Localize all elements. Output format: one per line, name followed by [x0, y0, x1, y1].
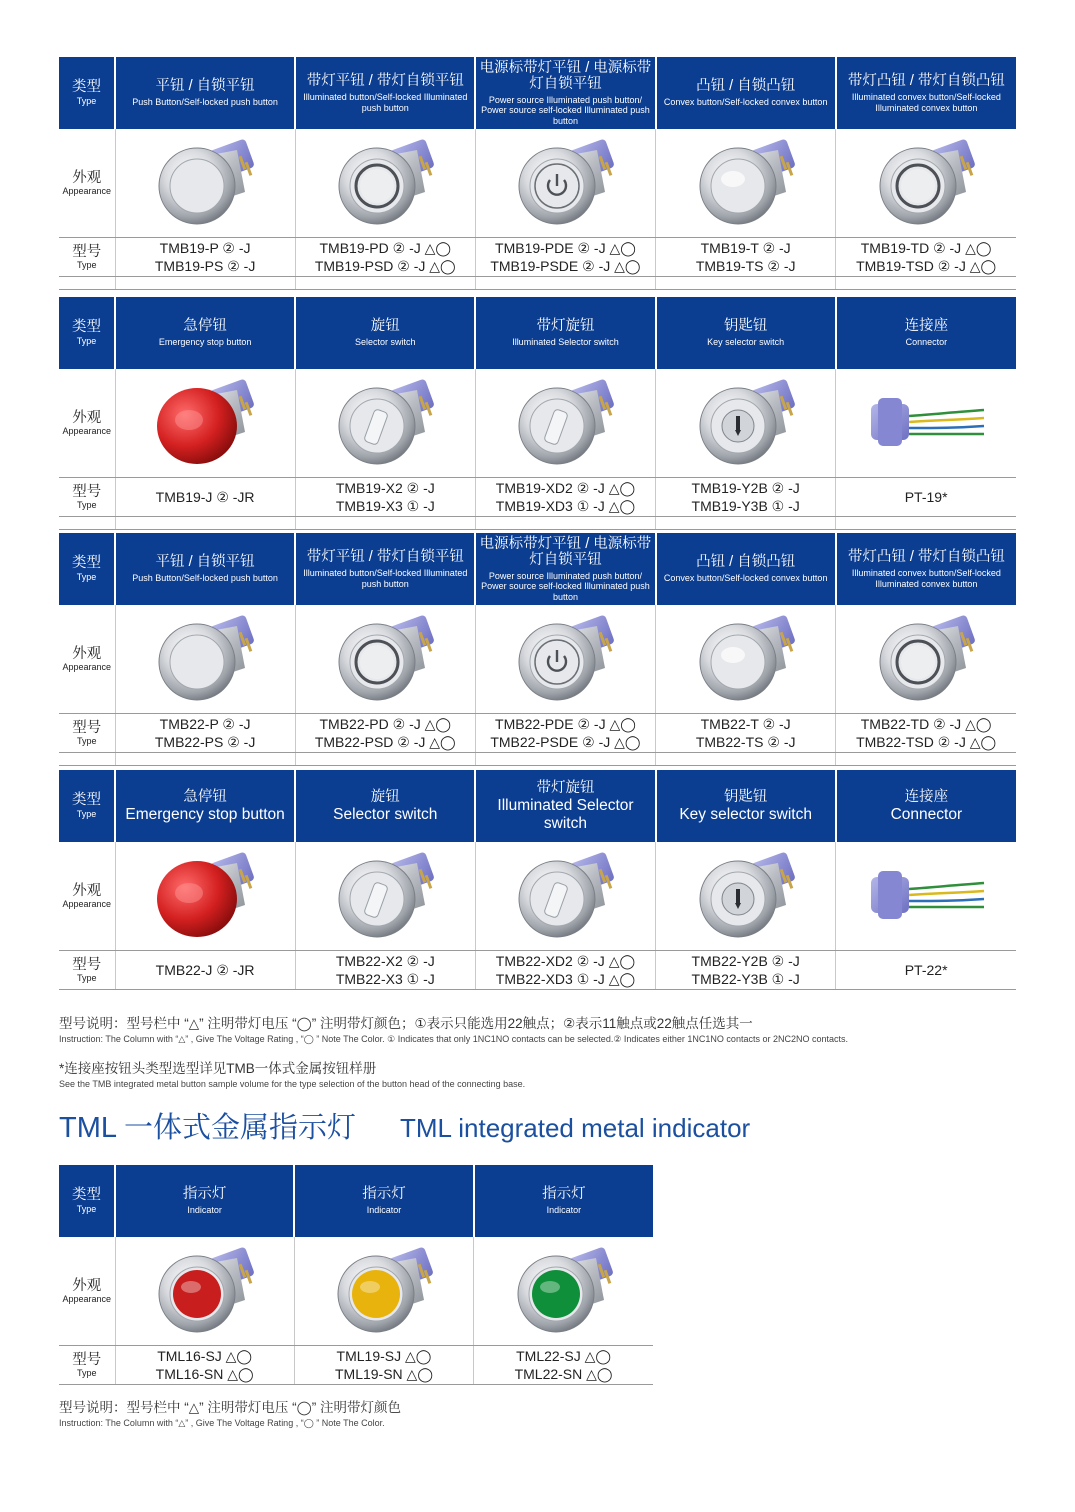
product-table-tmb19-push	[59, 57, 1016, 290]
model-cell	[115, 714, 295, 753]
appearance-label-zh: 外观	[72, 645, 102, 662]
model-number: TML22-SJ △◯	[516, 1348, 612, 1364]
model-row	[59, 1346, 653, 1385]
type-label-en: Type	[76, 809, 97, 819]
column-header-zh: 带灯平钮 / 带灯自锁平钮	[306, 549, 464, 565]
model-cell	[115, 951, 295, 990]
model-number: TMB19-PD ② -J △◯	[319, 240, 452, 256]
column-header-zh: 旋钮	[370, 318, 400, 335]
model-cell	[836, 238, 1016, 277]
column-header-en: Illuminated Selector switch	[497, 796, 634, 832]
column-header	[474, 1165, 653, 1237]
column-header-en: Power source Illuminated push button/ Power source self-locked Illuminated push button	[481, 570, 650, 602]
appearance-label-en: Appearance	[62, 661, 112, 672]
key-switch-image	[656, 369, 836, 478]
type-label	[59, 770, 115, 842]
spacer-row	[59, 753, 1016, 766]
column-header-en: Connector	[890, 805, 963, 823]
type-label-zh: 类型	[72, 79, 101, 95]
model-cell	[836, 478, 1016, 517]
model-number: TMB22-P ② -J	[159, 716, 251, 732]
appearance-row	[59, 605, 1016, 714]
model-number: TMB19-TS ② -J	[695, 258, 796, 274]
column-header	[115, 770, 295, 842]
column-header-zh: 电源标带灯平钮 / 电源标带灯自锁平钮	[479, 59, 652, 92]
model-number: TMB19-XD3 ① -J △◯	[495, 498, 636, 514]
model-label-en: Type	[76, 259, 97, 270]
appearance-row	[59, 842, 1016, 951]
model-number: TMB19-PSD ② -J △◯	[314, 258, 456, 274]
column-header-en: Illuminated convex button/Self-locked Illuminated convex button	[851, 568, 1001, 589]
model-number: TML19-SJ △◯	[336, 1348, 432, 1364]
model-cell	[656, 478, 836, 517]
model-label-zh: 型号	[72, 1351, 102, 1368]
model-number: TML16-SJ △◯	[157, 1348, 253, 1364]
model-cell	[295, 238, 475, 277]
model-label-en: Type	[76, 499, 97, 510]
section1-model-label	[59, 238, 115, 277]
model-cell	[656, 951, 836, 990]
column-header-en: Indicator	[546, 1205, 582, 1216]
column-header-en: Selector switch	[333, 805, 438, 823]
column-header-en: Emergency stop button	[125, 805, 285, 823]
type-label-en: Type	[76, 96, 97, 106]
type-label-zh: 类型	[72, 792, 101, 808]
column-header-en: Illuminated button/Self-locked Illuminated push button	[303, 92, 468, 113]
section3-model-label	[59, 714, 115, 753]
model-cell	[474, 1346, 653, 1385]
model-cell	[475, 238, 655, 277]
column-header-en: Push Button/Self-locked push button	[132, 97, 278, 108]
product-table-tmb22-special	[59, 770, 1016, 990]
column-header	[836, 297, 1016, 369]
column-header-zh: 旋钮	[370, 788, 400, 805]
column-header-en: Connector	[905, 337, 948, 348]
model-number: TMB22-TSD ② -J △◯	[856, 734, 997, 750]
convex-button-image	[656, 605, 836, 714]
tml-title-en: TML integrated metal indicator	[399, 1113, 751, 1143]
type-label	[59, 297, 115, 369]
section4-model-label	[59, 951, 115, 990]
model-number: TMB19-P ② -J	[159, 240, 251, 256]
product-table-tml-indicator	[59, 1165, 653, 1385]
spacer-row	[59, 517, 1016, 530]
column-header-zh: 钥匙钮	[723, 318, 768, 335]
model-number: TMB19-PDE ② -J △◯	[495, 240, 636, 256]
model-number: TMB22-XD3 ① -J △◯	[495, 971, 636, 987]
model-number: TMB19-PSDE ② -J △◯	[490, 258, 641, 274]
model-note-2-zh: 型号说明：型号栏中 “△” 注明带灯电压 “◯” 注明带灯颜色	[59, 1400, 401, 1415]
appearance-row	[59, 1237, 653, 1346]
model-number: TMB22-TS ② -J	[695, 734, 796, 750]
emergency-button-image	[115, 842, 295, 951]
tml-appearance-label	[59, 1237, 115, 1346]
model-number: TMB19-Y3B ① -J	[691, 498, 800, 514]
column-header-zh: 带灯旋钮	[536, 779, 595, 796]
model-number: TMB22-PSD ② -J △◯	[314, 734, 456, 750]
spacer-row	[59, 277, 1016, 290]
model-number: PT-19*	[904, 489, 948, 505]
indicator-lamp-image	[474, 1237, 653, 1346]
model-number: TMB22-PDE ② -J △◯	[495, 716, 636, 732]
ring-button-image	[295, 605, 475, 714]
column-header-zh: 凸钮 / 自锁凸钮	[696, 554, 796, 571]
model-cell	[115, 478, 295, 517]
selector-switch-image	[295, 369, 475, 478]
model-row	[59, 478, 1016, 517]
column-header	[295, 533, 475, 605]
model-number: TML22-SN △◯	[514, 1366, 613, 1382]
model-row	[59, 238, 1016, 277]
column-header	[656, 297, 836, 369]
column-header-zh: 急停钮	[183, 318, 227, 335]
model-number: TMB22-Y2B ② -J	[691, 953, 800, 969]
column-header	[115, 533, 295, 605]
model-number: TMB19-X3 ① -J	[335, 498, 435, 514]
tml-title-zh: TML 一体式金属指示灯	[59, 1112, 356, 1144]
convex-button-image	[656, 129, 836, 238]
column-header	[836, 533, 1016, 605]
appearance-row	[59, 369, 1016, 478]
appearance-label-en: Appearance	[62, 425, 112, 436]
model-number: TMB19-TSD ② -J △◯	[856, 258, 997, 274]
type-label	[59, 57, 115, 129]
type-label	[59, 533, 115, 605]
model-label-zh: 型号	[72, 719, 102, 736]
column-header	[656, 770, 836, 842]
model-number: TMB19-XD2 ② -J △◯	[495, 480, 636, 496]
model-number: TMB19-T ② -J	[700, 240, 791, 256]
column-header-zh: 连接座	[904, 318, 949, 335]
type-label-en: Type	[76, 336, 97, 346]
column-header-zh: 带灯旋钮	[536, 318, 595, 335]
selector-switch-image	[475, 842, 655, 951]
appearance-label-zh: 外观	[72, 169, 102, 186]
model-cell	[475, 478, 655, 517]
column-header-zh: 带灯平钮 / 带灯自锁平钮	[306, 73, 464, 89]
connector-note	[59, 1060, 525, 1090]
column-header	[295, 770, 475, 842]
header-row	[59, 533, 1016, 605]
flat-button-image	[115, 129, 295, 238]
tml-model-label	[59, 1346, 115, 1385]
model-number: TMB22-PSDE ② -J △◯	[490, 734, 641, 750]
column-header	[295, 297, 475, 369]
column-header	[294, 1165, 473, 1237]
model-cell	[836, 951, 1016, 990]
product-table-tmb19-special	[59, 297, 1016, 530]
model-cell	[295, 478, 475, 517]
header-row	[59, 297, 1016, 369]
model-number: TMB19-Y2B ② -J	[691, 480, 800, 496]
model-label-en: Type	[76, 972, 97, 983]
type-label-zh: 类型	[72, 319, 101, 335]
column-header	[475, 297, 655, 369]
appearance-label-zh: 外观	[72, 409, 102, 426]
column-header-en: Emergency stop button	[158, 337, 252, 348]
model-row	[59, 951, 1016, 990]
model-cell	[475, 714, 655, 753]
model-number: TMB22-T ② -J	[700, 716, 791, 732]
appearance-row	[59, 129, 1016, 238]
connector-note-zh: *连接座按钮头类型选型详见TMB一体式金属按钮样册	[59, 1061, 377, 1076]
column-header-zh: 电源标带灯平钮 / 电源标带灯自锁平钮	[479, 535, 652, 568]
column-header-en: Convex button/Self-locked convex button	[663, 97, 828, 108]
column-header-en: Indicator	[366, 1205, 402, 1216]
header-row	[59, 770, 1016, 842]
column-header-zh: 指示灯	[182, 1186, 227, 1203]
model-number: TMB22-TD ② -J △◯	[860, 716, 992, 732]
model-label-en: Type	[76, 1367, 97, 1378]
selector-switch-image	[295, 842, 475, 951]
connector-note-en: See the TMB integrated metal button sample volume for the type selection of the button head of the connecting base.	[59, 1079, 526, 1089]
section1-appearance-label	[59, 129, 115, 238]
model-label-zh: 型号	[72, 956, 102, 973]
model-label-zh: 型号	[72, 243, 102, 260]
column-header-en: Selector switch	[355, 337, 416, 348]
column-header	[836, 57, 1016, 129]
model-note-1	[59, 1015, 848, 1045]
column-header	[656, 57, 836, 129]
column-header	[115, 1165, 294, 1237]
tml-section-title	[59, 1110, 750, 1146]
section4-appearance-label	[59, 842, 115, 951]
model-note-2	[59, 1399, 401, 1429]
model-cell	[475, 951, 655, 990]
appearance-label-zh: 外观	[72, 1277, 102, 1294]
power-button-image	[475, 129, 655, 238]
model-row	[59, 714, 1016, 753]
column-header-en: Push Button/Self-locked push button	[132, 573, 278, 584]
column-header-zh: 指示灯	[542, 1186, 586, 1203]
model-cell	[656, 714, 836, 753]
section2-model-label	[59, 478, 115, 517]
model-number: TMB19-X2 ② -J	[335, 480, 435, 496]
type-label-en: Type	[76, 1204, 97, 1214]
model-note-1-zh: 型号说明：型号栏中 “△” 注明带灯电压 “◯” 注明带灯颜色；①表示只能选用22触点；②表示11触点或22触点任选其一	[59, 1016, 753, 1031]
model-cell	[295, 951, 475, 990]
column-header-zh: 带灯凸钮 / 带灯自锁凸钮	[847, 549, 1005, 565]
selector-switch-image	[475, 369, 655, 478]
column-header	[656, 533, 836, 605]
model-number: TMB19-J ② -JR	[155, 489, 255, 505]
type-label-zh: 类型	[72, 555, 101, 571]
column-header-zh: 连接座	[904, 788, 949, 805]
model-cell	[115, 238, 295, 277]
column-header-en: Illuminated convex button/Self-locked Illuminated convex button	[851, 92, 1001, 113]
column-header	[295, 57, 475, 129]
model-number: TMB22-XD2 ② -J △◯	[495, 953, 636, 969]
model-label-zh: 型号	[72, 483, 102, 500]
model-number: TMB22-PD ② -J △◯	[319, 716, 452, 732]
connector-image	[836, 842, 1016, 951]
model-note-1-en: Instruction: The Column with “△” , Give The Voltage Rating , “◯ ” Note The Color. ① Indicates that only 1NC1NO contacts can be selected.② Indicates either 1NC1NO contacts or 2NC2NO contacts.	[59, 1034, 848, 1044]
ring-convex-button-image	[836, 605, 1016, 714]
column-header-en: Indicator	[187, 1205, 222, 1216]
model-number: TMB22-X3 ① -J	[335, 971, 435, 987]
appearance-label-en: Appearance	[62, 898, 112, 909]
column-header-en: Key selector switch	[707, 337, 785, 348]
ring-button-image	[295, 129, 475, 238]
header-row	[59, 57, 1016, 129]
model-cell	[115, 1346, 294, 1385]
column-header-zh: 指示灯	[362, 1186, 406, 1203]
column-header	[836, 770, 1016, 842]
section2-appearance-label	[59, 369, 115, 478]
model-number: TMB22-PS ② -J	[154, 734, 256, 750]
column-header-zh: 钥匙钮	[723, 788, 768, 805]
section3-appearance-label	[59, 605, 115, 714]
indicator-lamp-image	[115, 1237, 294, 1346]
column-header	[475, 770, 655, 842]
connector-image	[836, 369, 1016, 478]
model-note-2-en: Instruction: The Column with “△” , Give The Voltage Rating , “◯ ” Note The Color.	[59, 1418, 385, 1428]
column-header-zh: 平钮 / 自锁平钮	[155, 78, 255, 95]
column-header-en: Illuminated Selector switch	[512, 337, 619, 348]
model-number: TML19-SN △◯	[334, 1366, 433, 1382]
model-label-en: Type	[76, 735, 97, 746]
model-number: TMB19-PS ② -J	[154, 258, 256, 274]
type-label	[59, 1165, 115, 1237]
model-number: TMB22-Y3B ① -J	[691, 971, 800, 987]
flat-button-image	[115, 605, 295, 714]
column-header-en: Power source Illuminated push button/ Power source self-locked Illuminated push button	[481, 94, 650, 126]
power-button-image	[475, 605, 655, 714]
column-header	[475, 533, 655, 605]
model-cell	[656, 238, 836, 277]
column-header-zh: 急停钮	[183, 788, 227, 805]
model-cell	[294, 1346, 473, 1385]
column-header-zh: 带灯凸钮 / 带灯自锁凸钮	[847, 73, 1005, 89]
column-header-en: Convex button/Self-locked convex button	[663, 573, 828, 584]
column-header-en: Illuminated button/Self-locked Illuminated push button	[303, 568, 468, 589]
column-header	[475, 57, 655, 129]
type-label-zh: 类型	[72, 1187, 101, 1203]
appearance-label-en: Appearance	[62, 185, 112, 196]
model-cell	[836, 714, 1016, 753]
emergency-button-image	[115, 369, 295, 478]
column-header	[115, 297, 295, 369]
column-header-en: Key selector switch	[679, 805, 812, 823]
type-label-en: Type	[76, 572, 97, 582]
column-header-zh: 平钮 / 自锁平钮	[155, 554, 255, 571]
column-header	[115, 57, 295, 129]
key-switch-image	[656, 842, 836, 951]
appearance-label-en: Appearance	[62, 1293, 112, 1304]
indicator-lamp-image	[294, 1237, 473, 1346]
model-number: TMB19-TD ② -J △◯	[860, 240, 992, 256]
model-number: TMB22-X2 ② -J	[335, 953, 435, 969]
model-number: TML16-SN △◯	[155, 1366, 254, 1382]
model-cell	[295, 714, 475, 753]
product-table-tmb22-push	[59, 533, 1016, 766]
model-number: PT-22*	[904, 962, 948, 978]
appearance-label-zh: 外观	[72, 882, 102, 899]
column-header-zh: 凸钮 / 自锁凸钮	[696, 78, 796, 95]
header-row	[59, 1165, 653, 1237]
ring-convex-button-image	[836, 129, 1016, 238]
model-number: TMB22-J ② -JR	[155, 962, 255, 978]
